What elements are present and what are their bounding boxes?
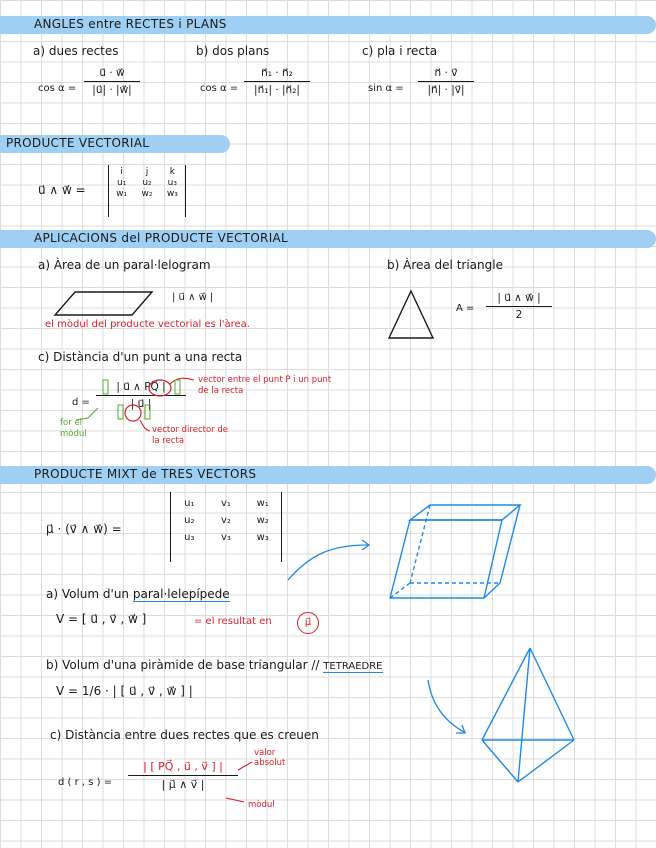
matrix-cell: w₂	[141, 189, 153, 199]
fraction-denominator: | u⃗ |	[130, 398, 152, 410]
aplicacions-c-label: c) Distància d'un punt a una recta	[38, 350, 243, 364]
matrix-cell: v₃	[221, 532, 231, 543]
mixt-a-note-circle: μ⃗	[297, 612, 319, 634]
mixt-c-note-abs: valor absolut	[254, 748, 286, 768]
mixt-lhs: μ⃗ · (v⃗ ∧ w⃗) =	[46, 522, 122, 536]
fraction-numerator: u⃗ · w⃗	[99, 67, 125, 79]
mixt-a-note: = el resultat en	[194, 616, 272, 627]
fraction-numerator: n⃗ · v⃗	[434, 67, 458, 79]
matrix-cell: k	[169, 167, 175, 177]
aplicacions-c-note-pq: vector entre el punt P i un punt de la recta	[198, 375, 332, 396]
matrix-cell: u₂	[142, 178, 152, 188]
aplicacions-c-lhs: d =	[72, 397, 90, 408]
mixt-c-lhs: d ( r , s ) =	[58, 777, 113, 788]
angles-a-label: a) dues rectes	[33, 44, 119, 58]
aplicacions-b-lhs: A =	[456, 303, 475, 314]
fraction-denominator: |n⃗| · |v⃗|	[427, 84, 465, 96]
matrix-cell: w₃	[166, 189, 178, 199]
aplicacions-c-note-u: vector director de la recta	[152, 425, 228, 446]
matrix-cell: v₁	[221, 498, 231, 509]
fraction-denominator: |n⃗₁| · |n⃗₂|	[254, 84, 300, 96]
aplicacions-a-label: a) Àrea de un paral·lelogram	[38, 258, 211, 272]
matrix-cell: u₁	[117, 178, 127, 188]
fraction-denominator: 2	[515, 309, 523, 321]
matrix-cell: u₂	[184, 515, 195, 526]
fraction-numerator: n⃗₁ · n⃗₂	[261, 67, 293, 79]
aplicacions-a-note: el mòdul del producte vectorial es l'àrea.	[45, 319, 250, 330]
angles-c-lhs: sin α =	[368, 83, 404, 94]
matrix-cell: w₃	[256, 532, 269, 543]
mixt-b-label-text: b) Volum d'una piràmide de base triangular //	[46, 658, 320, 672]
matrix-cell: v₂	[221, 515, 231, 526]
mixt-c-note-mod: mòdul	[248, 800, 275, 810]
angles-b-label: b) dos plans	[196, 44, 270, 58]
angles-b-lhs: cos α =	[200, 83, 239, 94]
matrix-cell: w₁	[256, 498, 269, 509]
section-title: APLICACIONS del PRODUCTE VECTORIAL	[34, 231, 289, 245]
aplicacions-c-note-mod: for el mòdul	[60, 418, 87, 439]
matrix-cell: u₁	[184, 498, 195, 509]
mixt-b-formula: V = 1/6 · | [ u⃗ , v⃗ , w⃗ ] |	[56, 684, 193, 698]
matrix-cell: u₃	[184, 532, 195, 543]
mixt-a-label-text: a) Volum d'un	[46, 587, 130, 601]
section-title: PRODUCTE MIXT de TRES VECTORS	[34, 467, 257, 481]
mixt-b-label-underlined: TETRAEDRE	[323, 661, 383, 672]
matrix-cell: w₁	[116, 189, 128, 199]
aplicacions-b-label: b) Àrea del triangle	[387, 258, 503, 272]
section-title: ANGLES entre RECTES i PLANS	[34, 17, 227, 31]
fraction-numerator: | u⃗ ∧ w⃗ |	[497, 292, 541, 304]
matrix-cell: j	[145, 167, 149, 177]
fraction-numerator: | [ PQ⃗ , u⃗ , v⃗ ] |	[143, 760, 223, 773]
matrix-cell: i	[120, 167, 123, 177]
mixt-c-label: c) Distància entre dues rectes que es creuen	[50, 728, 319, 742]
fraction-denominator: |u⃗| · |w⃗|	[92, 84, 132, 96]
angles-c-label: c) pla i recta	[362, 44, 438, 58]
mixt-a-label-underlined: paral·lelepípede	[132, 587, 230, 601]
aplicacions-a-formula: | u⃗ ∧ w⃗ |	[172, 292, 214, 303]
matrix-cell: w₂	[256, 515, 269, 526]
fraction-denominator: | μ⃗ ∧ v⃗ |	[161, 778, 205, 791]
matrix-cell: u₃	[167, 178, 177, 188]
section-title: PRODUCTE VECTORIAL	[6, 136, 150, 150]
producte-lhs: u⃗ ∧ w⃗ =	[38, 183, 86, 197]
mixt-a-formula: V = [ u⃗ , v⃗ , w⃗ ]	[56, 612, 147, 626]
fraction-numerator: | u⃗ ∧ PQ⃗ |	[116, 381, 166, 393]
angles-a-lhs: cos α =	[38, 83, 77, 94]
